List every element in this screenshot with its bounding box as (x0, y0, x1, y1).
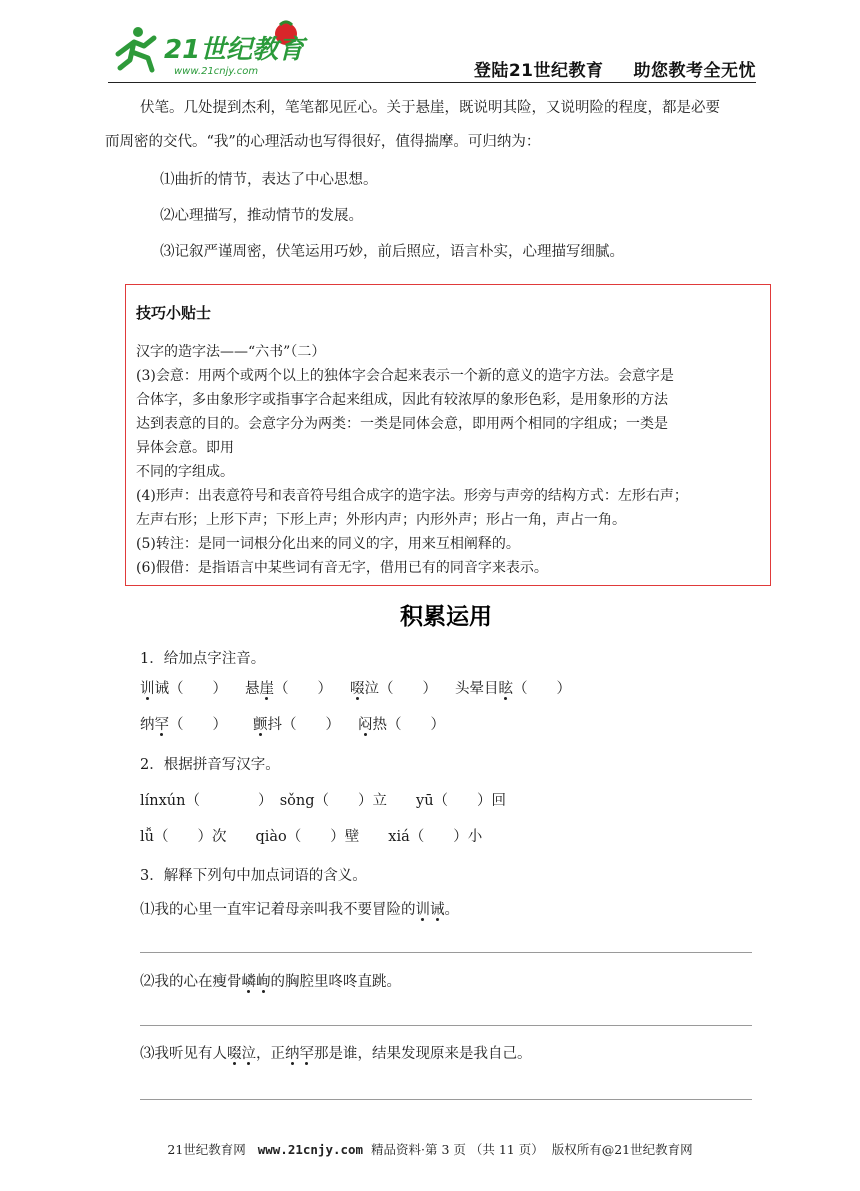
answer-blank: （ ） (274, 681, 332, 697)
q3-sentence-3 (140, 1037, 532, 1071)
tip-line: 不同的字组成。 (136, 464, 234, 480)
intro-line-2: 而周密的交代。“我”的心理活动也写得很好，值得揣摩。可归纳为： (105, 134, 541, 150)
text: 的胸腔里咚咚直跳。 (270, 974, 401, 990)
dotted-char: 泣 (241, 1046, 256, 1062)
char: 泣 (364, 681, 379, 697)
tip-line: (4)形声：出表意符号和表音符号组合成字的造字法。形旁与声旁的结构方式：左形右声； (136, 488, 688, 504)
q2-title: 2．根据拼音写汉字。 (140, 757, 280, 773)
intro-line-1: 伏笔。几处提到杰利，笔笔都见匠心。关于悬崖，既说明其险，又说明险的程度，都是必要 (140, 100, 720, 116)
q1-row-2 (140, 708, 445, 742)
logo-url-text: www.21cnjy.com (174, 66, 259, 77)
char: 热 (372, 717, 387, 733)
dotted-char: 诫 (430, 902, 445, 918)
dotted-char: 崖 (259, 681, 274, 697)
tip-line: 左声右形；上形下声；下形上声；外形内声；内形外声；形占一角，声占一角。 (136, 512, 626, 528)
tip-line: 异体会意。即用 (136, 440, 234, 456)
tip-line: 汉字的造字法——“六书”（二） (136, 344, 326, 360)
answer-blank: （ ） (513, 681, 571, 697)
dotted-char: 罕 (299, 1046, 314, 1062)
answer-blank: （ ） (169, 681, 227, 697)
header-slogan (474, 56, 756, 81)
page-footer (0, 1140, 860, 1158)
char: 头晕目 (455, 681, 499, 697)
char: 纳 (140, 717, 155, 733)
q2-row-2: lǚ（ ）次 qiào（ ）壁 xiá（ ）小 (140, 829, 483, 845)
q3-sentence-1 (140, 893, 459, 927)
tip-line: 合体字，多由象形字或指事字合起来组成，因此有较浓厚的象形色彩，是用象形的方法 (136, 392, 668, 408)
q2-row-1: línxún（ ） sǒng（ ）立 yū（ ）回 (140, 793, 507, 809)
dotted-char: 颤 (253, 717, 268, 733)
char: 悬 (245, 681, 260, 697)
answer-line (140, 952, 752, 953)
tip-line: (5)转注：是同一词根分化出来的同义的字，用来互相阐释的。 (136, 536, 520, 552)
text: 。 (444, 902, 459, 918)
text: 那是谁，结果发现原来是我自己。 (314, 1046, 532, 1062)
slogan-left: 登陆21世纪教育 (473, 61, 604, 81)
dotted-char: 闷 (358, 717, 373, 733)
dotted-char: 罕 (154, 717, 169, 733)
dotted-char: 啜 (350, 681, 365, 697)
q3-sentence-2 (140, 965, 401, 999)
dotted-char: 眩 (498, 681, 513, 697)
site-logo (108, 20, 308, 80)
text: ⑵我的心在瘦骨 (140, 974, 242, 990)
q1-row-1 (140, 672, 571, 706)
text: ，正 (256, 1046, 285, 1062)
text: ⑶我听见有人 (140, 1046, 227, 1062)
tip-line: 达到表意的目的。会意字分为两类：一类是同体会意，即用两个相同的字组成；一类是 (136, 416, 668, 432)
answer-blank: （ ） (379, 681, 437, 697)
footer-left: 21世纪教育网 (167, 1142, 246, 1157)
dotted-char: 嶙 (241, 974, 256, 990)
answer-blank: （ ） (282, 717, 340, 733)
intro-point-3: ⑶记叙严谨周密，伏笔运用巧妙，前后照应，语言朴实，心理描写细腻。 (160, 244, 624, 260)
dotted-char: 训 (140, 681, 155, 697)
dotted-char: 纳 (285, 1046, 300, 1062)
intro-point-2: ⑵心理描写，推动情节的发展。 (160, 208, 363, 224)
section-title: 积累运用 (400, 604, 492, 630)
intro-point-1: ⑴曲折的情节，表达了中心思想。 (160, 172, 378, 188)
answer-line (140, 1025, 752, 1026)
answer-blank: （ ） (169, 717, 227, 733)
text: ⑴我的心里一直牢记着母亲叫我不要冒险的 (140, 902, 416, 918)
dotted-char: 啜 (227, 1046, 242, 1062)
char: 诫 (154, 681, 169, 697)
q3-title: 3．解释下列句中加点词语的含义。 (140, 868, 367, 884)
dotted-char: 训 (415, 902, 430, 918)
header-divider (108, 82, 756, 83)
tips-title: 技巧小贴士 (136, 304, 212, 322)
tip-line: (6)假借：是指语言中某些词有音无字，借用已有的同音字来表示。 (136, 560, 548, 576)
dotted-char: 峋 (256, 974, 271, 990)
footer-copyright: 版权所有@21世纪教育网 (551, 1142, 693, 1157)
slogan-right: 助您教考全无忧 (633, 61, 756, 81)
logo-text: 21世纪教育 (164, 35, 305, 65)
footer-page-info: 精品资料·第 3 页 （共 11 页） (371, 1142, 544, 1157)
q1-title: 1．给加点字注音。 (140, 651, 266, 667)
footer-site-link[interactable]: www.21cnjy.com (257, 1142, 364, 1157)
char: 抖 (267, 717, 282, 733)
answer-blank: （ ） (387, 717, 445, 733)
answer-line (140, 1099, 752, 1100)
tip-line: (3)会意：用两个或两个以上的独体字会合起来表示一个新的意义的造字方法。会意字是 (136, 368, 674, 384)
